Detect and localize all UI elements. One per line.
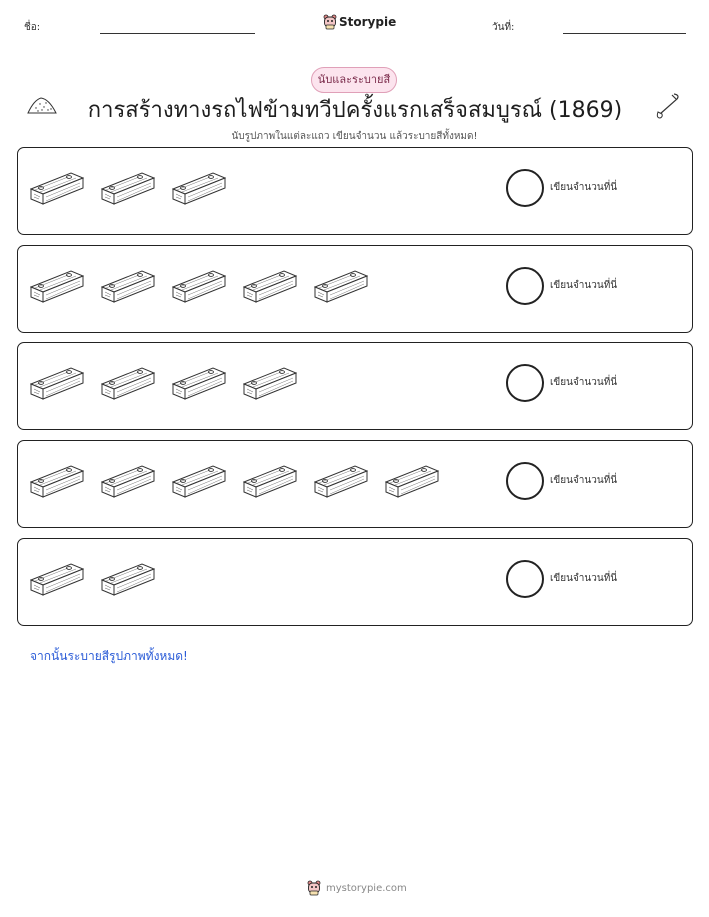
counting-row: [17, 342, 693, 430]
railroad-tie-icon: [30, 363, 84, 403]
row-items: [30, 461, 439, 501]
railroad-tie-icon: [30, 168, 84, 208]
row-items: [30, 168, 226, 208]
railroad-tie-icon: [30, 559, 84, 599]
counting-row: [17, 245, 693, 333]
page-title: การสร้างทางรถไฟข้ามทวีปครั้งแรกเสร็จสมบูรณ์ (1869): [87, 98, 623, 123]
railroad-tie-icon: [385, 461, 439, 501]
railroad-tie-icon: [243, 461, 297, 501]
answer-label: เขียนจำนวนที่นี่: [550, 475, 618, 486]
site-url: mystorypie.com: [326, 882, 407, 894]
site-footer: [307, 880, 407, 896]
sand-pile-icon: [26, 94, 58, 116]
railroad-tie-icon: [314, 266, 368, 306]
answer-circle[interactable]: [506, 462, 544, 500]
railroad-tie-icon: [101, 363, 155, 403]
row-items: [30, 559, 155, 599]
answer-circle[interactable]: [506, 267, 544, 305]
date-line[interactable]: [563, 33, 686, 34]
answer-circle[interactable]: [506, 364, 544, 402]
railroad-spike-icon: [652, 91, 682, 121]
answer-label: เขียนจำนวนที่นี่: [550, 182, 618, 193]
footer-instruction: จากนั้นระบายสีรูปภาพทั้งหมด!: [30, 649, 188, 663]
brand-name: Storypie: [339, 15, 397, 29]
railroad-tie-icon: [243, 363, 297, 403]
answer-label: เขียนจำนวนที่นี่: [550, 280, 618, 291]
railroad-tie-icon: [172, 461, 226, 501]
row-items: [30, 363, 297, 403]
railroad-tie-icon: [243, 266, 297, 306]
storypie-mascot-icon: [323, 14, 337, 30]
name-label: ชื่อ:: [24, 22, 41, 33]
railroad-tie-icon: [172, 168, 226, 208]
answer-circle[interactable]: [506, 169, 544, 207]
railroad-tie-icon: [101, 168, 155, 208]
row-items: [30, 266, 368, 306]
counting-row: [17, 147, 693, 235]
answer-label: เขียนจำนวนที่นี่: [550, 573, 618, 584]
railroad-tie-icon: [314, 461, 368, 501]
railroad-tie-icon: [30, 461, 84, 501]
railroad-tie-icon: [172, 266, 226, 306]
storypie-logo: [323, 14, 396, 30]
storypie-mascot-icon: [307, 880, 321, 896]
counting-row: [17, 440, 693, 528]
page-subtitle: นับรูปภาพในแต่ละแถว เขียนจำนวน แล้วระบายสีทั้งหมด!: [231, 131, 478, 142]
railroad-tie-icon: [101, 559, 155, 599]
activity-badge: นับและระบายสี: [311, 67, 397, 93]
date-label: วันที่:: [492, 22, 515, 33]
railroad-tie-icon: [172, 363, 226, 403]
answer-circle[interactable]: [506, 560, 544, 598]
name-line[interactable]: [100, 33, 255, 34]
railroad-tie-icon: [30, 266, 84, 306]
counting-row: [17, 538, 693, 626]
answer-label: เขียนจำนวนที่นี่: [550, 377, 618, 388]
railroad-tie-icon: [101, 461, 155, 501]
railroad-tie-icon: [101, 266, 155, 306]
